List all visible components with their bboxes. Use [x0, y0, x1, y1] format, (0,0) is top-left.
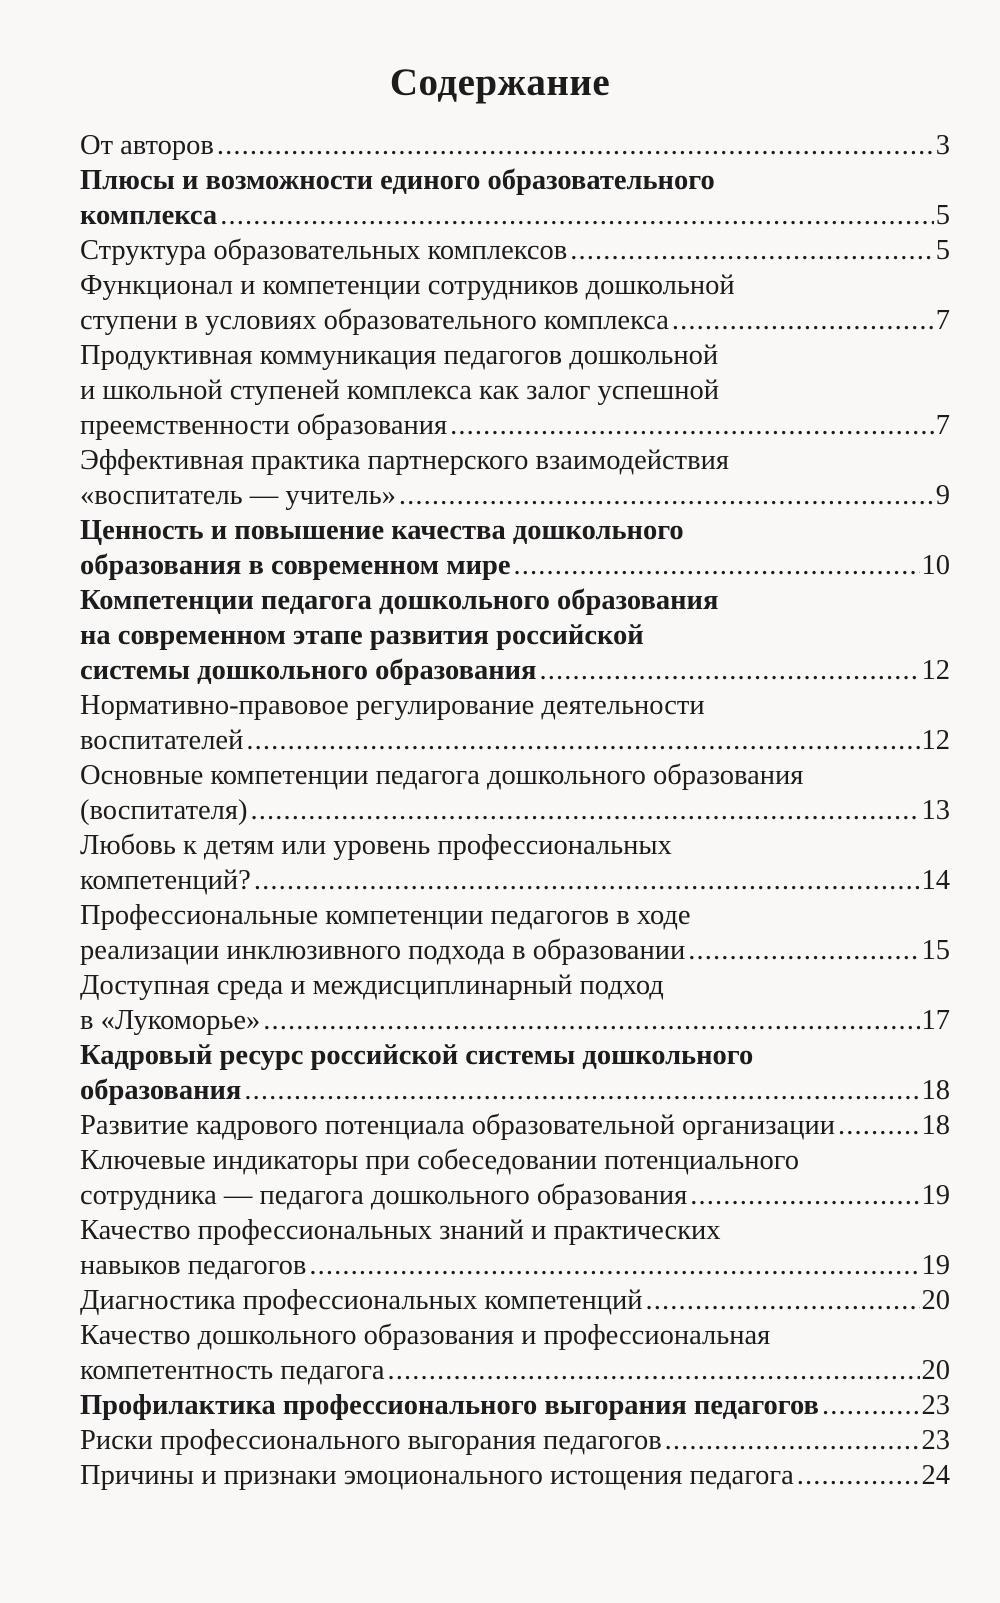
dot-leader	[241, 1073, 919, 1108]
dot-leader	[248, 793, 920, 828]
toc-chapter-entry	[80, 1038, 950, 1108]
toc-chapter-entry	[80, 583, 950, 688]
dot-leader	[511, 548, 920, 583]
toc-section-entry	[80, 443, 950, 513]
toc-entry-text: Функционал и компетенции сотрудников дошкольной	[80, 270, 735, 301]
toc-page-number: 5	[935, 200, 950, 231]
toc-page-number: 14	[921, 865, 950, 896]
toc-entry-row	[80, 303, 950, 338]
toc-page-number: 18	[921, 1110, 950, 1141]
toc-section-entry	[80, 1423, 950, 1458]
dot-leader	[662, 1423, 920, 1458]
toc-page-number: 5	[935, 235, 950, 266]
toc-page-number: 18	[921, 1075, 950, 1106]
toc-page-number: 23	[921, 1390, 950, 1421]
toc-page-number: 19	[921, 1250, 950, 1281]
toc-entry-text: Основные компетенции педагога дошкольного образования	[80, 760, 804, 791]
toc-entry-text: Профилактика профессионального выгорания педагогов	[80, 1390, 819, 1421]
toc-page-number: 7	[935, 305, 950, 336]
toc-entry-text: Причины и признаки эмоционального истощения педагога	[80, 1460, 794, 1491]
toc-chapter-entry	[80, 513, 950, 583]
dot-leader	[243, 723, 919, 758]
toc-entry-text: Любовь к детям или уровень профессиональных	[80, 830, 672, 861]
toc-entry-row	[80, 933, 950, 968]
dot-leader	[396, 478, 934, 513]
toc-section-entry	[80, 268, 950, 338]
dot-leader	[642, 1283, 919, 1318]
toc-entry-text: Ключевые индикаторы при собеседовании потенциального	[80, 1145, 799, 1176]
toc-entry-text: Структура образовательных комплексов	[80, 235, 568, 266]
toc-page-number: 23	[921, 1425, 950, 1456]
toc-section-entry	[80, 128, 950, 163]
toc-entry-row	[80, 408, 950, 443]
toc-entry-row	[80, 653, 950, 688]
dot-leader	[447, 408, 934, 443]
toc-entry-text: на современном этапе развития российской	[80, 620, 644, 651]
toc-entry-text: реализации инклюзивного подхода в образовании	[80, 935, 686, 966]
dot-leader	[835, 1108, 920, 1143]
toc-entry-row	[80, 1178, 950, 1213]
toc-entry-text: Продуктивная коммуникация педагогов дошкольной	[80, 340, 719, 371]
toc-section-entry	[80, 968, 950, 1038]
toc-entry-text: Диагностика профессиональных компетенций	[80, 1285, 643, 1316]
toc-page-number: 20	[921, 1355, 950, 1386]
toc-entry-text: Ценность и повышение качества дошкольного	[80, 515, 684, 546]
toc-entry-text: Плюсы и возможности единого образовательного	[80, 165, 715, 196]
toc-entry-row	[80, 1003, 950, 1038]
toc-entry-text: Компетенции педагога дошкольного образования	[80, 585, 719, 616]
toc-section-entry	[80, 338, 950, 443]
toc-entry-row	[80, 1353, 950, 1388]
toc-entry-text: образования в современном мире	[80, 550, 511, 581]
toc-entry-text: и школьной ступеней комплекса как залог успешной	[80, 375, 720, 406]
dot-leader	[251, 863, 920, 898]
toc-section-entry	[80, 898, 950, 968]
toc-page-number: 12	[921, 655, 950, 686]
toc-section-entry	[80, 1108, 950, 1143]
toc-page-number: 17	[921, 1005, 950, 1036]
toc-section-entry	[80, 758, 950, 828]
toc-entry-text: комплекса	[80, 200, 218, 231]
toc-chapter-entry	[80, 163, 950, 233]
toc-entry-text: Кадровый ресурс российской системы дошкольного	[80, 1040, 754, 1071]
toc-entry-text: компетентность педагога	[80, 1355, 385, 1386]
toc-entry-text: в «Лукоморье»	[80, 1005, 261, 1036]
dot-leader	[819, 1388, 920, 1423]
toc-section-entry	[80, 233, 950, 268]
toc-entry-row	[80, 1458, 950, 1493]
toc-entry-text: Качество профессиональных знаний и практических	[80, 1215, 721, 1246]
toc-entry-text: ступени в условиях образовательного комплекса	[80, 305, 669, 336]
toc-entry-row	[80, 863, 950, 898]
dot-leader	[385, 1353, 920, 1388]
dot-leader	[687, 1178, 919, 1213]
toc-entry-row	[80, 1423, 950, 1458]
toc-section-entry	[80, 688, 950, 758]
toc-page-number: 3	[935, 130, 950, 161]
toc-page-number: 15	[921, 935, 950, 966]
table-of-contents	[80, 128, 950, 1493]
toc-entry-row	[80, 1073, 950, 1108]
page-title: Содержание	[389, 61, 611, 104]
toc-entry-row	[80, 793, 950, 828]
toc-entry-text: Качество дошкольного образования и профессиональная	[80, 1320, 771, 1351]
dot-leader	[536, 653, 919, 688]
toc-section-entry	[80, 1283, 950, 1318]
toc-entry-row	[80, 1388, 950, 1423]
dot-leader	[260, 1003, 919, 1038]
toc-entry-text: «воспитатель — учитель»	[80, 480, 396, 511]
toc-entry-row	[80, 723, 950, 758]
toc-entry-text: Эффективная практика партнерского взаимодействия	[80, 445, 729, 476]
toc-entry-row	[80, 233, 950, 268]
toc-entry-text: Профессиональные компетенции педагогов в ходе	[80, 900, 691, 931]
toc-entry-row	[80, 1248, 950, 1283]
toc-section-entry	[80, 828, 950, 898]
toc-entry-text: (воспитателя)	[80, 795, 248, 826]
toc-entry-row	[80, 478, 950, 513]
toc-page-number: 10	[921, 550, 950, 581]
toc-entry-text: образования	[80, 1075, 242, 1106]
toc-entry-text: преемственности образования	[80, 410, 448, 441]
toc-entry-row	[80, 128, 950, 163]
dot-leader	[214, 128, 934, 163]
toc-page-number: 9	[935, 480, 950, 511]
toc-entry-text: навыков педагогов	[80, 1250, 307, 1281]
toc-entry-row	[80, 548, 950, 583]
toc-section-entry	[80, 1318, 950, 1388]
toc-page-number: 13	[921, 795, 950, 826]
dot-leader	[567, 233, 934, 268]
dot-leader	[217, 198, 934, 233]
toc-chapter-entry	[80, 1388, 950, 1423]
toc-section-entry	[80, 1458, 950, 1493]
toc-entry-text: сотрудника — педагога дошкольного образования	[80, 1180, 688, 1211]
toc-section-entry	[80, 1143, 950, 1213]
dot-leader	[685, 933, 919, 968]
toc-entry-text: Риски профессионального выгорания педагогов	[80, 1425, 662, 1456]
dot-leader	[794, 1458, 920, 1493]
toc-section-entry	[80, 1213, 950, 1283]
toc-page-number: 24	[921, 1460, 950, 1491]
toc-page-number: 12	[921, 725, 950, 756]
toc-entry-text: компетенций?	[80, 865, 251, 896]
toc-page-number: 19	[921, 1180, 950, 1211]
toc-entry-text: системы дошкольного образования	[80, 655, 537, 686]
toc-entry-text: Доступная среда и междисциплинарный подход	[80, 970, 664, 1001]
toc-entry-text: Нормативно-правовое регулирование деятельности	[80, 690, 705, 721]
toc-entry-text: воспитателей	[80, 725, 244, 756]
toc-entry-text: Развитие кадрового потенциала образовательной организации	[80, 1110, 835, 1141]
toc-page-number: 20	[921, 1285, 950, 1316]
toc-entry-text: От авторов	[80, 130, 214, 161]
toc-entry-row	[80, 1283, 950, 1318]
toc-entry-row	[80, 1108, 950, 1143]
toc-page-number: 7	[935, 410, 950, 441]
toc-entry-row	[80, 198, 950, 233]
dot-leader	[306, 1248, 919, 1283]
dot-leader	[669, 303, 934, 338]
